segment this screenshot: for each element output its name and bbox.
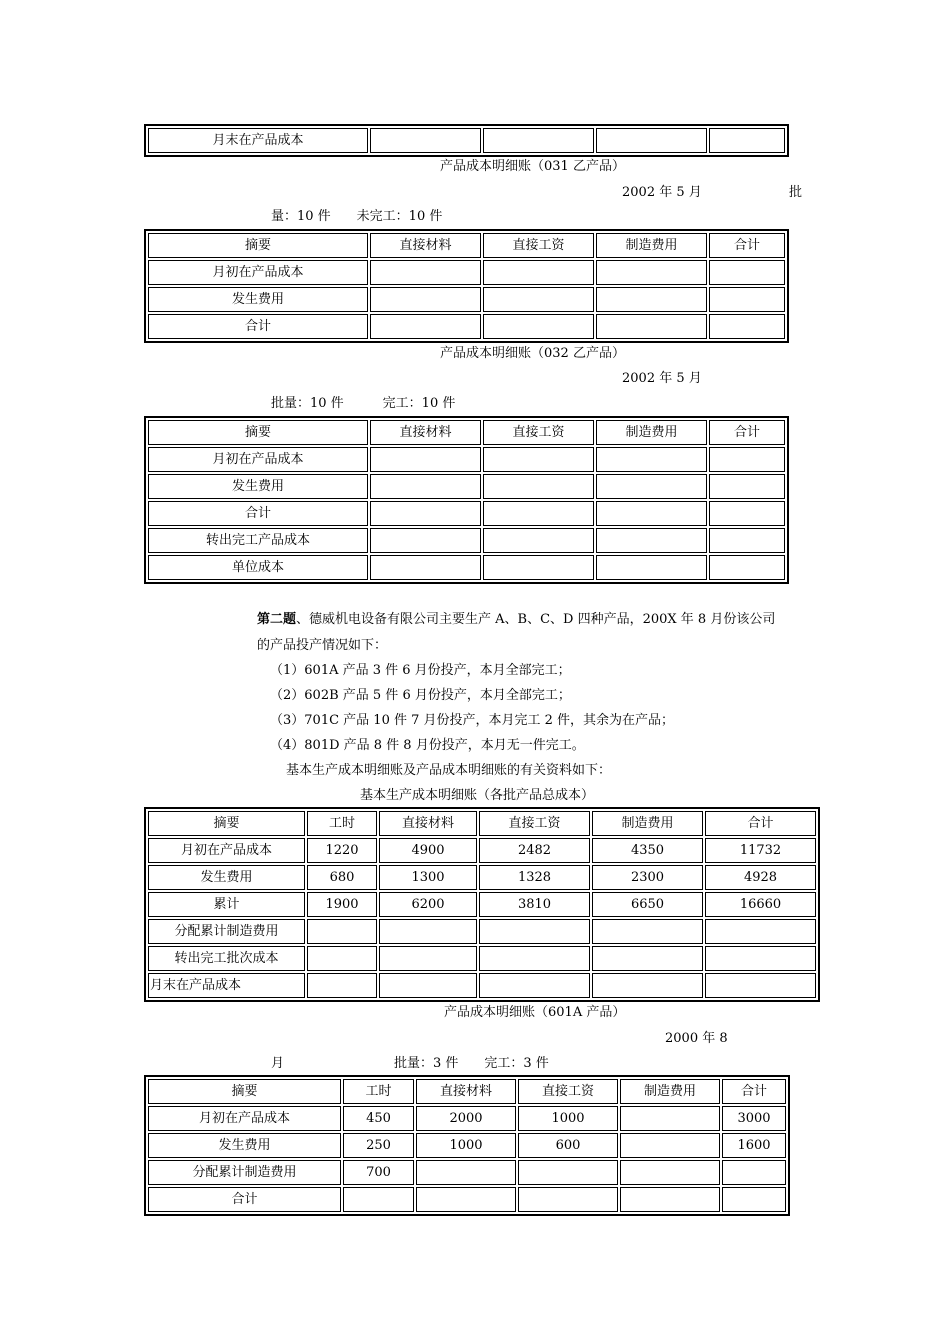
table-header-row <box>148 420 785 445</box>
row-label-cell: 月初在产品成本 <box>148 260 368 285</box>
header-cell: 合计 <box>722 1079 786 1104</box>
row-label-cell: 发生费用 <box>148 287 368 312</box>
ledger-601a-table <box>144 1075 790 1216</box>
row-label-cell: 合计 <box>148 501 368 526</box>
value-cell: 1000 <box>416 1133 516 1158</box>
value-cell: 4350 <box>592 838 703 863</box>
ledger-031-batch-line: 量：10 件 未完工：10 件 <box>271 209 443 224</box>
header-cell: 直接材料 <box>379 811 477 836</box>
table-row <box>148 474 785 499</box>
header-cell: 直接材料 <box>370 233 481 258</box>
value-cell <box>518 1187 618 1212</box>
value-cell <box>709 474 785 499</box>
table-row <box>148 528 785 553</box>
ledger-031-title: 产品成本明细账（031 乙产品） <box>440 159 625 174</box>
question2-item-4: （4）801D 产品 8 件 8 月份投产，本月无一件完工。 <box>270 738 585 753</box>
question2-item-3: （3）701C 产品 10 件 7 月份投产，本月完工 2 件，其余为在产品； <box>270 713 675 728</box>
value-cell <box>370 555 481 580</box>
top-partial-table <box>144 124 789 157</box>
ledger-031-table <box>144 229 789 343</box>
row-label-cell: 月末在产品成本 <box>148 973 305 998</box>
ledger-031-date: 2002 年 5 月 <box>622 185 702 200</box>
value-cell: 2482 <box>479 838 590 863</box>
ledger-032-table <box>144 416 789 584</box>
row-label-cell: 月初在产品成本 <box>148 838 305 863</box>
table-row <box>148 501 785 526</box>
table-row <box>148 260 785 285</box>
table-row <box>148 838 816 863</box>
row-label-cell: 分配累计制造费用 <box>148 919 305 944</box>
row-label-cell: 月末在产品成本 <box>148 128 368 153</box>
value-cell <box>370 314 481 339</box>
value-cell <box>483 260 594 285</box>
header-cell: 直接工资 <box>483 420 594 445</box>
header-cell: 直接工资 <box>479 811 590 836</box>
table-row <box>148 1106 786 1131</box>
value-cell <box>709 287 785 312</box>
value-cell <box>596 474 707 499</box>
value-cell <box>370 287 481 312</box>
value-cell: 700 <box>343 1160 414 1185</box>
value-cell: 3000 <box>722 1106 786 1131</box>
header-cell: 合计 <box>709 420 785 445</box>
table-row <box>148 1160 786 1185</box>
value-cell <box>596 555 707 580</box>
row-label-cell: 月初在产品成本 <box>148 1106 341 1131</box>
ledger-031-batch-prefix: 批 <box>789 185 803 200</box>
header-cell: 摘要 <box>148 1079 341 1104</box>
basic-ledger-title: 基本生产成本明细账（各批产品总成本） <box>360 788 595 803</box>
table-header-row <box>148 1079 786 1104</box>
value-cell: 4900 <box>379 838 477 863</box>
header-cell: 直接材料 <box>370 420 481 445</box>
table-row <box>148 892 816 917</box>
value-cell <box>592 973 703 998</box>
value-cell <box>596 447 707 472</box>
row-label-cell: 累计 <box>148 892 305 917</box>
header-cell: 直接材料 <box>416 1079 516 1104</box>
ledger-601a-batch-line: 批量：3 件 完工：3 件 <box>394 1056 549 1071</box>
basic-ledger-table <box>144 807 820 1002</box>
table-row <box>148 865 816 890</box>
value-cell: 450 <box>343 1106 414 1131</box>
question2-line1 <box>257 612 775 628</box>
row-label-cell: 合计 <box>148 314 368 339</box>
value-cell <box>596 528 707 553</box>
value-cell: 6200 <box>379 892 477 917</box>
ledger-601a-month: 月 <box>271 1056 285 1071</box>
value-cell <box>620 1160 720 1185</box>
value-cell: 11732 <box>705 838 816 863</box>
question2-line2: 的产品投产情况如下： <box>257 638 388 653</box>
value-cell <box>709 260 785 285</box>
value-cell <box>370 474 481 499</box>
value-cell: 1328 <box>479 865 590 890</box>
value-cell: 1000 <box>518 1106 618 1131</box>
table-row <box>148 919 816 944</box>
row-label-cell: 单位成本 <box>148 555 368 580</box>
value-cell <box>370 501 481 526</box>
question2-item-2: （2）602B 产品 5 件 6 月份投产，本月全部完工； <box>270 688 571 703</box>
value-cell <box>596 501 707 526</box>
header-cell: 制造费用 <box>596 420 707 445</box>
value-cell <box>483 447 594 472</box>
value-cell <box>709 314 785 339</box>
value-cell <box>705 973 816 998</box>
value-cell <box>722 1160 786 1185</box>
header-cell: 制造费用 <box>596 233 707 258</box>
value-cell <box>709 555 785 580</box>
question2-item-1: （1）601A 产品 3 件 6 月份投产，本月全部完工； <box>270 663 571 678</box>
value-cell <box>307 973 377 998</box>
value-cell <box>479 946 590 971</box>
value-cell <box>483 287 594 312</box>
value-cell: 1220 <box>307 838 377 863</box>
value-cell <box>620 1133 720 1158</box>
value-cell <box>709 501 785 526</box>
header-cell: 工时 <box>343 1079 414 1104</box>
table-row <box>148 946 816 971</box>
table-row <box>148 447 785 472</box>
header-cell: 摘要 <box>148 811 305 836</box>
value-cell <box>307 919 377 944</box>
row-label-cell: 合计 <box>148 1187 341 1212</box>
table-row <box>148 1133 786 1158</box>
value-cell <box>705 946 816 971</box>
value-cell: 250 <box>343 1133 414 1158</box>
value-cell: 600 <box>518 1133 618 1158</box>
table-row <box>148 314 785 339</box>
value-cell <box>379 919 477 944</box>
value-cell <box>722 1187 786 1212</box>
value-cell <box>596 260 707 285</box>
value-cell: 680 <box>307 865 377 890</box>
header-cell: 制造费用 <box>592 811 703 836</box>
row-label-cell: 发生费用 <box>148 865 305 890</box>
value-cell <box>596 128 707 153</box>
value-cell <box>379 973 477 998</box>
value-cell <box>483 314 594 339</box>
table-row <box>148 128 785 153</box>
value-cell <box>370 528 481 553</box>
value-cell <box>343 1187 414 1212</box>
value-cell <box>709 128 785 153</box>
row-label-cell: 分配累计制造费用 <box>148 1160 341 1185</box>
value-cell: 2300 <box>592 865 703 890</box>
row-label-cell: 转出完工批次成本 <box>148 946 305 971</box>
value-cell <box>596 314 707 339</box>
ledger-032-title: 产品成本明细账（032 乙产品） <box>440 346 625 361</box>
value-cell <box>370 260 481 285</box>
value-cell <box>518 1160 618 1185</box>
value-cell <box>709 528 785 553</box>
value-cell <box>483 528 594 553</box>
value-cell: 1300 <box>379 865 477 890</box>
value-cell <box>705 919 816 944</box>
value-cell <box>370 128 481 153</box>
ledger-032-date: 2002 年 5 月 <box>622 371 702 386</box>
value-cell: 1600 <box>722 1133 786 1158</box>
ledger-601a-date: 2000 年 8 <box>665 1031 728 1046</box>
value-cell <box>370 447 481 472</box>
header-cell: 合计 <box>709 233 785 258</box>
header-cell: 摘要 <box>148 233 368 258</box>
table-row <box>148 287 785 312</box>
header-cell: 摘要 <box>148 420 368 445</box>
value-cell <box>307 946 377 971</box>
value-cell: 3810 <box>479 892 590 917</box>
value-cell <box>483 128 594 153</box>
value-cell <box>483 501 594 526</box>
question2-intro: 基本生产成本明细账及产品成本明细账的有关资料如下： <box>286 763 612 778</box>
question2-heading: 第二题 <box>257 612 297 627</box>
value-cell: 2000 <box>416 1106 516 1131</box>
value-cell: 1900 <box>307 892 377 917</box>
header-cell: 直接工资 <box>483 233 594 258</box>
question2-line1-text: 、德威机电设备有限公司主要生产 A、B、C、D 四种产品，200X 年 8 月份该公司 <box>296 612 776 627</box>
value-cell: 16660 <box>705 892 816 917</box>
value-cell <box>379 946 477 971</box>
value-cell <box>596 287 707 312</box>
row-label-cell: 发生费用 <box>148 1133 341 1158</box>
header-cell: 制造费用 <box>620 1079 720 1104</box>
ledger-601a-title: 产品成本明细账（601A 产品） <box>444 1005 626 1020</box>
row-label-cell: 发生费用 <box>148 474 368 499</box>
table-row <box>148 555 785 580</box>
value-cell <box>592 946 703 971</box>
value-cell: 4928 <box>705 865 816 890</box>
value-cell <box>416 1160 516 1185</box>
value-cell <box>479 919 590 944</box>
table-row <box>148 973 816 998</box>
value-cell <box>592 919 703 944</box>
value-cell <box>416 1187 516 1212</box>
ledger-032-batch-line: 批量：10 件 完工：10 件 <box>271 396 456 411</box>
value-cell: 6650 <box>592 892 703 917</box>
row-label-cell: 转出完工产品成本 <box>148 528 368 553</box>
table-header-row <box>148 233 785 258</box>
value-cell <box>620 1187 720 1212</box>
header-cell: 直接工资 <box>518 1079 618 1104</box>
value-cell <box>479 973 590 998</box>
value-cell <box>483 474 594 499</box>
header-cell: 工时 <box>307 811 377 836</box>
table-row <box>148 1187 786 1212</box>
value-cell <box>620 1106 720 1131</box>
value-cell <box>483 555 594 580</box>
row-label-cell: 月初在产品成本 <box>148 447 368 472</box>
value-cell <box>709 447 785 472</box>
header-cell: 合计 <box>705 811 816 836</box>
table-header-row <box>148 811 816 836</box>
